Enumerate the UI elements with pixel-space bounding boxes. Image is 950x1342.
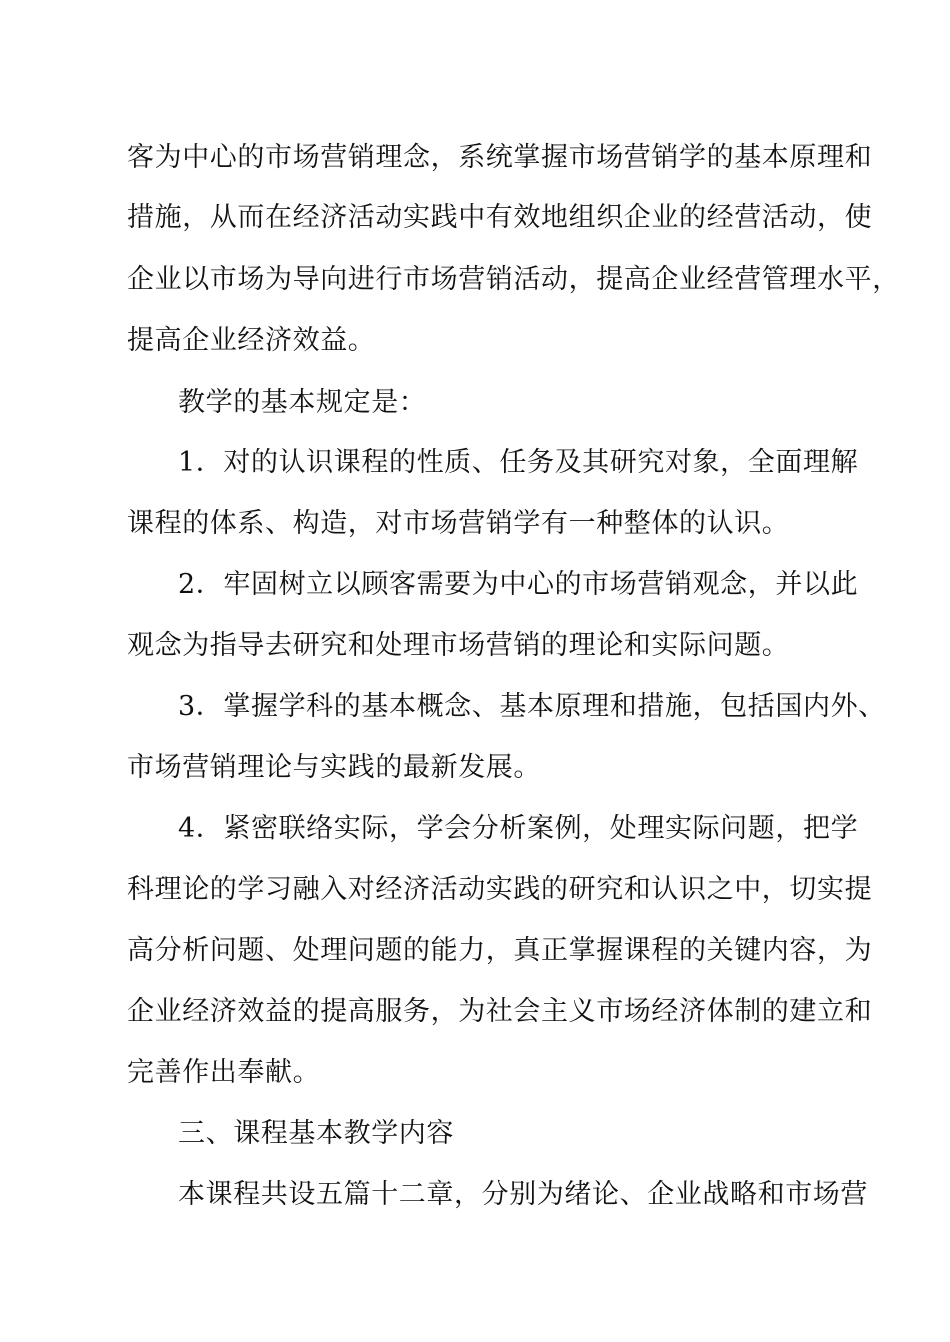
text-line: 教学的基本规定是： bbox=[178, 387, 427, 418]
numbered-item: 4．紧密联络实际，学会分析案例，处理实际问题，把学 bbox=[178, 813, 859, 844]
text-line: 高分析问题、处理问题的能力，真正掌握课程的关键内容，为 bbox=[127, 935, 873, 966]
text-line: 企业以市场为导向进行市场营销活动，提高企业经营管理水平， bbox=[127, 264, 900, 295]
numbered-item: 2．牢固树立以顾客需要为中心的市场营销观念，并以此 bbox=[178, 569, 859, 600]
numbered-item: 3．掌握学科的基本概念、基本原理和措施，包括国内外、 bbox=[178, 691, 886, 722]
text-line: 客为中心的市场营销理念，系统掌握市场营销学的基本原理和 bbox=[127, 142, 873, 173]
text-line: 完善作出奉献。 bbox=[127, 1057, 321, 1088]
text-line: 提高企业经济效益。 bbox=[127, 325, 376, 356]
text-line: 课程的体系、构造，对市场营销学有一种整体的认识。 bbox=[127, 508, 790, 539]
text-line: 市场营销理论与实践的最新发展。 bbox=[127, 752, 541, 783]
text-line: 本课程共设五篇十二章，分别为绪论、企业战略和市场营 bbox=[178, 1179, 868, 1210]
numbered-item: 1．对的认识课程的性质、任务及其研究对象，全面理解 bbox=[178, 447, 859, 478]
text-line: 科理论的学习融入对经济活动实践的研究和认识之中，切实提 bbox=[127, 874, 873, 905]
text-line: 观念为指导去研究和处理市场营销的理论和实际问题。 bbox=[127, 630, 790, 661]
section-heading: 三、课程基本教学内容 bbox=[178, 1118, 454, 1149]
text-line: 措施，从而在经济活动实践中有效地组织企业的经营活动，使 bbox=[127, 202, 873, 233]
text-line: 企业经济效益的提高服务，为社会主义市场经济体制的建立和 bbox=[127, 996, 873, 1027]
